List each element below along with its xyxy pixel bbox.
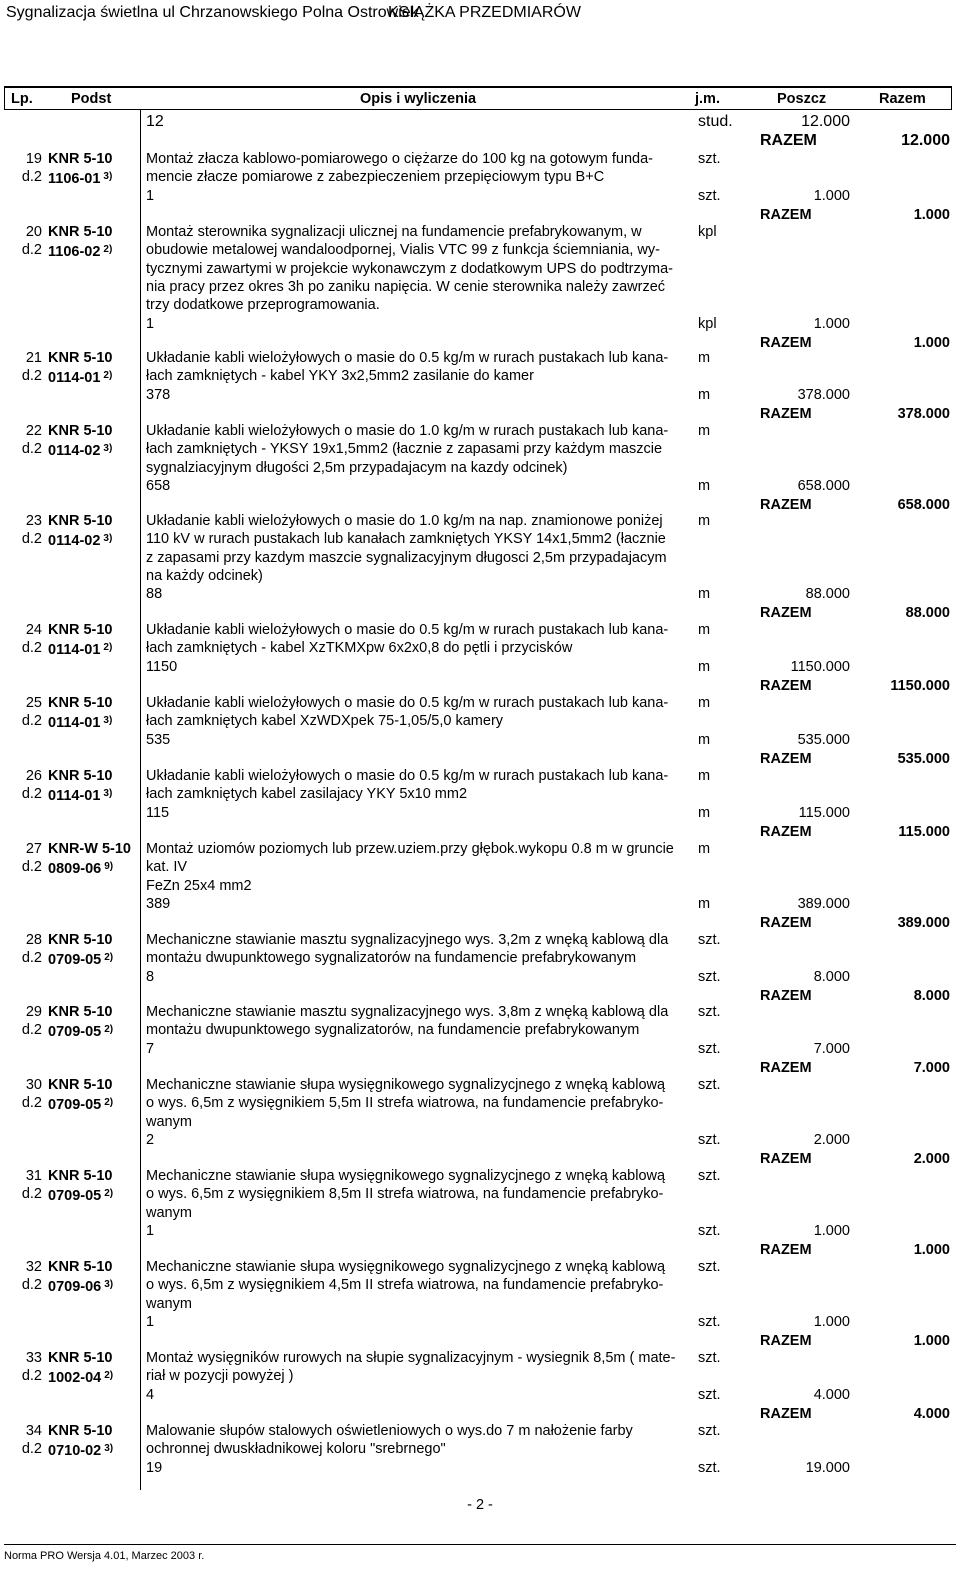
entry-code <box>48 1422 113 1461</box>
razem-value: 389.000 <box>897 915 950 931</box>
entry-lp <box>6 150 42 187</box>
quantity-unit: m <box>698 659 711 675</box>
code-note: 3) <box>103 788 113 800</box>
quantity: 4 <box>146 1387 155 1403</box>
entry-d: d.2 <box>21 368 42 385</box>
code-position: 0114-01 <box>48 715 101 732</box>
razem-line <box>760 987 950 1005</box>
code-catalog: KNR 5-10 <box>48 1168 113 1184</box>
code-note: 2) <box>104 1097 114 1109</box>
code-catalog: KNR 5-10 <box>48 1423 113 1439</box>
razem-label: RAZEM <box>760 1333 812 1349</box>
quantity-value: 1.000 <box>813 188 850 204</box>
quantity-line <box>146 968 850 986</box>
entry-unit: szt. <box>698 1259 721 1275</box>
quantity-unit: m <box>698 732 711 748</box>
entry-d: d.2 <box>21 859 42 876</box>
razem-value: 12.000 <box>901 132 950 149</box>
code-position: 0809-06 <box>48 861 102 878</box>
entry-lp <box>6 1003 42 1040</box>
code-note: 3) <box>103 443 113 455</box>
code-position: 0114-01 <box>48 788 101 805</box>
entry-d: d.2 <box>21 640 42 657</box>
col-jm: j.m. <box>695 91 720 107</box>
entry-code <box>48 694 112 733</box>
razem-line <box>760 677 950 695</box>
col-poszcz: Poszcz <box>777 91 827 107</box>
razem-label: RAZEM <box>760 1242 812 1258</box>
quantity: 1 <box>146 1314 155 1330</box>
code-catalog: KNR 5-10 <box>48 1004 113 1020</box>
entry-unit: m <box>698 841 711 857</box>
razem-line <box>760 1332 950 1350</box>
razem-label: RAZEM <box>760 335 812 351</box>
code-note: 3) <box>103 171 113 183</box>
entry-lp <box>6 1167 42 1204</box>
code-position: 0709-05 <box>48 1097 102 1114</box>
entry-unit: m <box>698 622 711 638</box>
razem-value: 8.000 <box>913 988 950 1004</box>
entry-lp <box>6 223 42 260</box>
razem-line <box>760 914 950 932</box>
entry-code <box>48 349 112 388</box>
col-razem: Razem <box>879 91 926 107</box>
carry-qty: 12 <box>146 113 164 130</box>
entry-d: d.2 <box>21 1277 42 1294</box>
entry-number: 30 <box>25 1077 42 1093</box>
quantity-value: 4.000 <box>813 1387 850 1403</box>
quantity-line <box>146 1459 850 1477</box>
quantity-unit: szt. <box>698 1223 721 1239</box>
quantity: 7 <box>146 1041 155 1057</box>
razem-line <box>760 334 950 352</box>
entry-description: Montaż uziomów poziomych lub przew.uziem.przy głębok.wykopu 0.8 m w gruncie kat. IV FeZn 25x4 mm2 <box>146 841 674 894</box>
entry-description: Mechaniczne stawianie masztu sygnalizacyjnego wys. 3,2m z wnęką kablową dla montażu dwupunktowego sygnalizatorów na fundamencie prefabrykowanym <box>146 932 669 967</box>
code-catalog: KNR 5-10 <box>48 622 113 638</box>
quantity-line <box>146 585 850 603</box>
entry-description: Mechaniczne stawianie słupa wysięgnikowego sygnalizycjnego z wnęką kablową o wys. 6,5m z wysięgnikiem 5,5m II strefa wiatrowa, na fundamencie prefabryko- wanym <box>146 1077 666 1130</box>
entry-description: Montaż złacza kablowo-pomiarowego o ciężarze do 100 kg na gotowym funda- mencie złacze pomiarowe z zabezpieczeniem przepięciowym typu B+C <box>146 151 653 186</box>
entry-code <box>48 512 112 551</box>
quantity-value: 1.000 <box>813 1223 850 1239</box>
entry-lp <box>6 512 42 549</box>
entry-description: Montaż sterownika sygnalizacji ulicznej na fundamencie prefabrykowanym, w obudowie metalowej wandaloodpornej, Vialis VTC 99 z funkcja ściemniania, wy- tycznymi zawartymi w projekcie wykonawczym z dodatkowym UPS do podtrzyma- nia pracy przez okres 3h po zaniku napięcia. W cenie sterownika należy zawrzeć trzy dodatkowe przeprogramowania. <box>146 224 673 314</box>
carry-razem <box>760 132 950 150</box>
razem-line <box>760 1150 950 1168</box>
entry-description: Układanie kabli wielożyłowych o masie do 0.5 kg/m w rurach pustakach lub kana- łach zamkniętych - kabel XzTKMXpw 6x2x0,8 do pętli i przycisków <box>146 622 669 657</box>
entry-lp <box>6 1422 42 1459</box>
col-lp: Lp. <box>11 91 33 107</box>
quantity: 2 <box>146 1132 155 1148</box>
code-catalog: KNR 5-10 <box>48 1350 113 1366</box>
col-podst: Podst <box>71 91 112 107</box>
entry-number: 34 <box>25 1423 42 1439</box>
entry-code <box>48 223 112 262</box>
code-note: 2) <box>104 952 114 964</box>
quantity-value: 1.000 <box>813 316 850 332</box>
entry-code <box>48 1167 113 1206</box>
table-header <box>4 86 952 110</box>
code-catalog: KNR 5-10 <box>48 151 113 167</box>
quantity-line <box>146 187 850 205</box>
entry-d: d.2 <box>21 1186 42 1203</box>
entry-d: d.2 <box>21 169 42 186</box>
razem-value: 658.000 <box>897 497 950 513</box>
quantity: 8 <box>146 969 155 985</box>
razem-label: RAZEM <box>760 1406 812 1422</box>
quantity-line <box>146 895 850 913</box>
carry-unit: stud. <box>698 113 733 130</box>
entry-code <box>48 1258 113 1297</box>
razem-label: RAZEM <box>760 915 812 931</box>
entry-lp <box>6 767 42 804</box>
book-title: KSIĄŻKA PRZEDMIARÓW <box>388 4 581 21</box>
razem-label: RAZEM <box>760 497 812 513</box>
quantity-unit: m <box>698 586 711 602</box>
entry-unit: szt. <box>698 1004 721 1020</box>
razem-label: RAZEM <box>760 406 812 422</box>
quantity-line <box>146 1386 850 1404</box>
quantity: 1 <box>146 316 155 332</box>
code-note: 3) <box>104 1279 114 1291</box>
entry-description: Układanie kabli wielożyłowych o masie do 0.5 kg/m w rurach pustakach lub kana- łach zamkniętych - kabel YKY 3x2,5mm2 zasilanie do kamer <box>146 350 669 385</box>
entry-unit: szt. <box>698 1168 721 1184</box>
entry-unit: m <box>698 350 711 366</box>
entry-unit: m <box>698 695 711 711</box>
entry-lp <box>6 349 42 386</box>
code-position: 0114-01 <box>48 370 101 387</box>
quantity-value: 658.000 <box>797 478 850 494</box>
razem-line <box>760 750 950 768</box>
entry-lp <box>6 1076 42 1113</box>
quantity-line <box>146 1313 850 1331</box>
code-position: 1106-02 <box>48 244 101 261</box>
entry-lp <box>6 1258 42 1295</box>
razem-line <box>760 1241 950 1259</box>
razem-value: 115.000 <box>898 824 950 840</box>
quantity: 378 <box>146 387 171 403</box>
razem-value: 2.000 <box>913 1151 950 1167</box>
quantity-value: 7.000 <box>813 1041 850 1057</box>
quantity-value: 19.000 <box>805 1460 850 1476</box>
razem-value: 1.000 <box>913 207 950 223</box>
entry-description: Układanie kabli wielożyłowych o masie do 0.5 kg/m w rurach pustakach lub kana- łach zamkniętych kabel zasilajacy YKY 5x10 mm2 <box>146 768 669 803</box>
code-note: 3) <box>103 533 113 545</box>
entry-code <box>48 621 112 660</box>
quantity-line <box>146 804 850 822</box>
quantity: 1 <box>146 188 155 204</box>
code-catalog: KNR 5-10 <box>48 695 113 711</box>
razem-line <box>760 496 950 514</box>
entry-d: d.2 <box>21 950 42 967</box>
quantity: 389 <box>146 896 171 912</box>
entry-lp <box>6 621 42 658</box>
entry-unit: szt. <box>698 932 721 948</box>
entry-number: 25 <box>25 695 42 711</box>
code-position: 0710-02 <box>48 1443 102 1460</box>
code-catalog: KNR 5-10 <box>48 350 113 366</box>
entry-d: d.2 <box>21 1022 42 1039</box>
razem-value: 4.000 <box>913 1406 950 1422</box>
razem-value: 1.000 <box>913 1242 950 1258</box>
entry-number: 28 <box>25 932 42 948</box>
code-position: 1106-01 <box>48 171 101 188</box>
entry-number: 21 <box>25 350 42 366</box>
entry-unit: szt. <box>698 1077 721 1093</box>
entry-d: d.2 <box>21 242 42 259</box>
entry-description: Malowanie słupów stalowych oświetleniowych o wys.do 7 m nałożenie farby ochronnej dwuskładnikowej koloru "srebrnego" <box>146 1423 633 1458</box>
quantity-value: 1.000 <box>813 1314 850 1330</box>
quantity-unit: m <box>698 478 711 494</box>
code-position: 0114-01 <box>48 642 101 659</box>
razem-label: RAZEM <box>760 132 817 149</box>
entry-number: 23 <box>25 513 42 529</box>
quantity-unit: szt. <box>698 1387 721 1403</box>
entry-code <box>48 1076 113 1115</box>
razem-label: RAZEM <box>760 751 812 767</box>
razem-label: RAZEM <box>760 1060 812 1076</box>
razem-label: RAZEM <box>760 678 812 694</box>
quantity-value: 8.000 <box>813 969 850 985</box>
entry-description: Układanie kabli wielożyłowych o masie do 0.5 kg/m w rurach pustakach lub kana- łach zamkniętych kabel XzWDXpek 75-1,05/5,0 kamery <box>146 695 669 730</box>
quantity-unit: m <box>698 896 711 912</box>
code-position: 0709-05 <box>48 1188 102 1205</box>
document-header <box>6 4 581 22</box>
entry-lp <box>6 840 42 877</box>
entry-d: d.2 <box>21 531 42 548</box>
entry-unit: kpl <box>698 224 717 240</box>
code-note: 3) <box>103 715 113 727</box>
code-position: 0709-05 <box>48 952 102 969</box>
entry-description: Mechaniczne stawianie słupa wysięgnikowego sygnalizycjnego z wnęką kablową o wys. 6,5m z wysięgnikiem 4,5m II strefa wiatrowa, na fundamencie prefabryko- wanym <box>146 1259 666 1312</box>
entry-description: Mechaniczne stawianie słupa wysięgnikowego sygnalizycjnego z wnęką kablową o wys. 6,5m z wysięgnikiem 8,5m II strefa wiatrowa, na fundamencie prefabryko- wanym <box>146 1168 666 1221</box>
entry-unit: m <box>698 768 711 784</box>
entry-code <box>48 840 131 879</box>
code-position: 1002-04 <box>48 1370 102 1387</box>
entry-number: 33 <box>25 1350 42 1366</box>
entry-unit: szt. <box>698 1350 721 1366</box>
code-position: 0114-02 <box>48 533 101 550</box>
entry-number: 22 <box>25 423 42 439</box>
razem-line <box>760 1059 950 1077</box>
entry-number: 26 <box>25 768 42 784</box>
razem-value: 88.000 <box>905 605 950 621</box>
quantity-unit: szt. <box>698 969 721 985</box>
code-catalog: KNR 5-10 <box>48 423 113 439</box>
razem-line <box>760 604 950 622</box>
code-note: 2) <box>103 642 113 654</box>
code-catalog: KNR 5-10 <box>48 768 113 784</box>
code-catalog: KNR-W 5-10 <box>48 841 131 857</box>
footer-divider <box>4 1544 956 1545</box>
quantity-unit: kpl <box>698 316 717 332</box>
code-note: 3) <box>104 1443 114 1455</box>
razem-value: 1.000 <box>913 335 950 351</box>
entry-unit: szt. <box>698 1423 721 1439</box>
entry-description: Układanie kabli wielożyłowych o masie do 1.0 kg/m na nap. znamionowe poniżej 110 kV w rurach pustakach lub kanałach zamkniętych YKSY 14x1,5mm2 (łacznie z zapasami przy kazdym maszcie sygnalizacyjnym długosci 2,5m przypadajacym na każdy odcinek) <box>146 513 667 584</box>
quantity: 88 <box>146 586 163 602</box>
quantity-value: 378.000 <box>797 387 850 403</box>
code-position: 0709-05 <box>48 1024 102 1041</box>
quantity: 1150 <box>146 659 178 675</box>
code-position: 0114-02 <box>48 443 101 460</box>
quantity-line <box>146 386 850 404</box>
quantity-value: 1150.000 <box>790 659 850 675</box>
quantity-value: 88.000 <box>805 586 850 602</box>
entry-unit: szt. <box>698 151 721 167</box>
entry-code <box>48 422 112 461</box>
code-catalog: KNR 5-10 <box>48 1259 113 1275</box>
column-divider <box>140 110 141 1490</box>
entry-lp <box>6 931 42 968</box>
quantity: 19 <box>146 1460 163 1476</box>
entry-description: Mechaniczne stawianie masztu sygnalizacyjnego wys. 3,8m z wnęką kablową dla montażu dwupunktowego sygnalizatorów, na fundamencie prefabrykowanym <box>146 1004 669 1039</box>
quantity-line <box>146 315 850 333</box>
code-note: 2) <box>104 1024 114 1036</box>
quantity: 1 <box>146 1223 155 1239</box>
quantity-line <box>146 1040 850 1058</box>
razem-label: RAZEM <box>760 605 812 621</box>
entry-code <box>48 150 112 189</box>
quantity-unit: szt. <box>698 1460 721 1476</box>
entry-number: 32 <box>25 1259 42 1275</box>
entry-code <box>48 931 113 970</box>
quantity-value: 2.000 <box>813 1132 850 1148</box>
page-number: - 2 - <box>467 1497 493 1513</box>
code-note: 2) <box>103 244 113 256</box>
razem-label: RAZEM <box>760 1151 812 1167</box>
quantity-line <box>146 658 850 676</box>
razem-line <box>760 206 950 224</box>
entry-code <box>48 1349 113 1388</box>
entry-d: d.2 <box>21 1368 42 1385</box>
razem-line <box>760 405 950 423</box>
razem-value: 1.000 <box>913 1333 950 1349</box>
carry-quantity-line <box>146 113 850 131</box>
col-opis: Opis i wyliczenia <box>360 91 477 107</box>
entry-d: d.2 <box>21 1441 42 1458</box>
entry-unit: m <box>698 423 711 439</box>
code-catalog: KNR 5-10 <box>48 1077 113 1093</box>
code-note: 2) <box>104 1188 114 1200</box>
entry-number: 29 <box>25 1004 42 1020</box>
entry-number: 27 <box>25 841 42 857</box>
razem-value: 1150.000 <box>890 678 950 694</box>
razem-label: RAZEM <box>760 988 812 1004</box>
razem-value: 7.000 <box>913 1060 950 1076</box>
code-note: 2) <box>103 370 113 382</box>
code-catalog: KNR 5-10 <box>48 513 113 529</box>
quantity-line <box>146 731 850 749</box>
entry-number: 19 <box>25 151 42 167</box>
razem-line <box>760 823 950 841</box>
quantity: 115 <box>146 805 170 821</box>
quantity-value: 535.000 <box>797 732 850 748</box>
code-catalog: KNR 5-10 <box>48 932 113 948</box>
razem-label: RAZEM <box>760 207 812 223</box>
quantity-line <box>146 477 850 495</box>
entry-number: 20 <box>25 224 42 240</box>
razem-line <box>760 1405 950 1423</box>
quantity: 535 <box>146 732 171 748</box>
quantity-value: 389.000 <box>797 896 850 912</box>
entry-lp <box>6 422 42 459</box>
code-note: 2) <box>104 1370 114 1382</box>
entry-lp <box>6 694 42 731</box>
quantity-unit: szt. <box>698 188 721 204</box>
entry-d: d.2 <box>21 1095 42 1112</box>
razem-value: 535.000 <box>897 751 950 767</box>
entry-code <box>48 1003 113 1042</box>
code-note: 9) <box>104 861 114 873</box>
quantity-value: 115.000 <box>798 805 850 821</box>
code-position: 0709-06 <box>48 1279 102 1296</box>
carry-value: 12.000 <box>801 113 850 130</box>
code-catalog: KNR 5-10 <box>48 224 113 240</box>
entry-d: d.2 <box>21 441 42 458</box>
entry-number: 31 <box>25 1168 42 1184</box>
footer-text: Norma PRO Wersja 4.01, Marzec 2003 r. <box>4 1550 205 1562</box>
entry-number: 24 <box>25 622 42 638</box>
quantity-unit: szt. <box>698 1314 721 1330</box>
razem-label: RAZEM <box>760 824 812 840</box>
quantity-unit: m <box>698 805 711 821</box>
quantity-line <box>146 1131 850 1149</box>
entry-lp <box>6 1349 42 1386</box>
entry-unit: m <box>698 513 711 529</box>
quantity-unit: szt. <box>698 1132 721 1148</box>
razem-value: 378.000 <box>897 406 950 422</box>
quantity-line <box>146 1222 850 1240</box>
entry-d: d.2 <box>21 713 42 730</box>
quantity: 658 <box>146 478 171 494</box>
quantity-unit: szt. <box>698 1041 721 1057</box>
entry-d: d.2 <box>21 786 42 803</box>
entry-description: Układanie kabli wielożyłowych o masie do 1.0 kg/m w rurach pustakach lub kana- łach zamkniętych - YKSY 19x1,5mm2 (łacznie z zapasami przy każdym maszcie sygnalziacyjnym długości 2,5m przypadajacym na kazdy odcinek) <box>146 423 669 476</box>
entry-description: Montaż wysięgników rurowych na słupie sygnalizacyjnym - wysiegnik 8,5m ( mate- riał w pozycji powyżej ) <box>146 1350 676 1385</box>
entry-code <box>48 767 112 806</box>
quantity-unit: m <box>698 387 711 403</box>
project-title: Sygnalizacja świetlna ul Chrzanowskiego Polna Ostrowiek <box>6 4 419 21</box>
